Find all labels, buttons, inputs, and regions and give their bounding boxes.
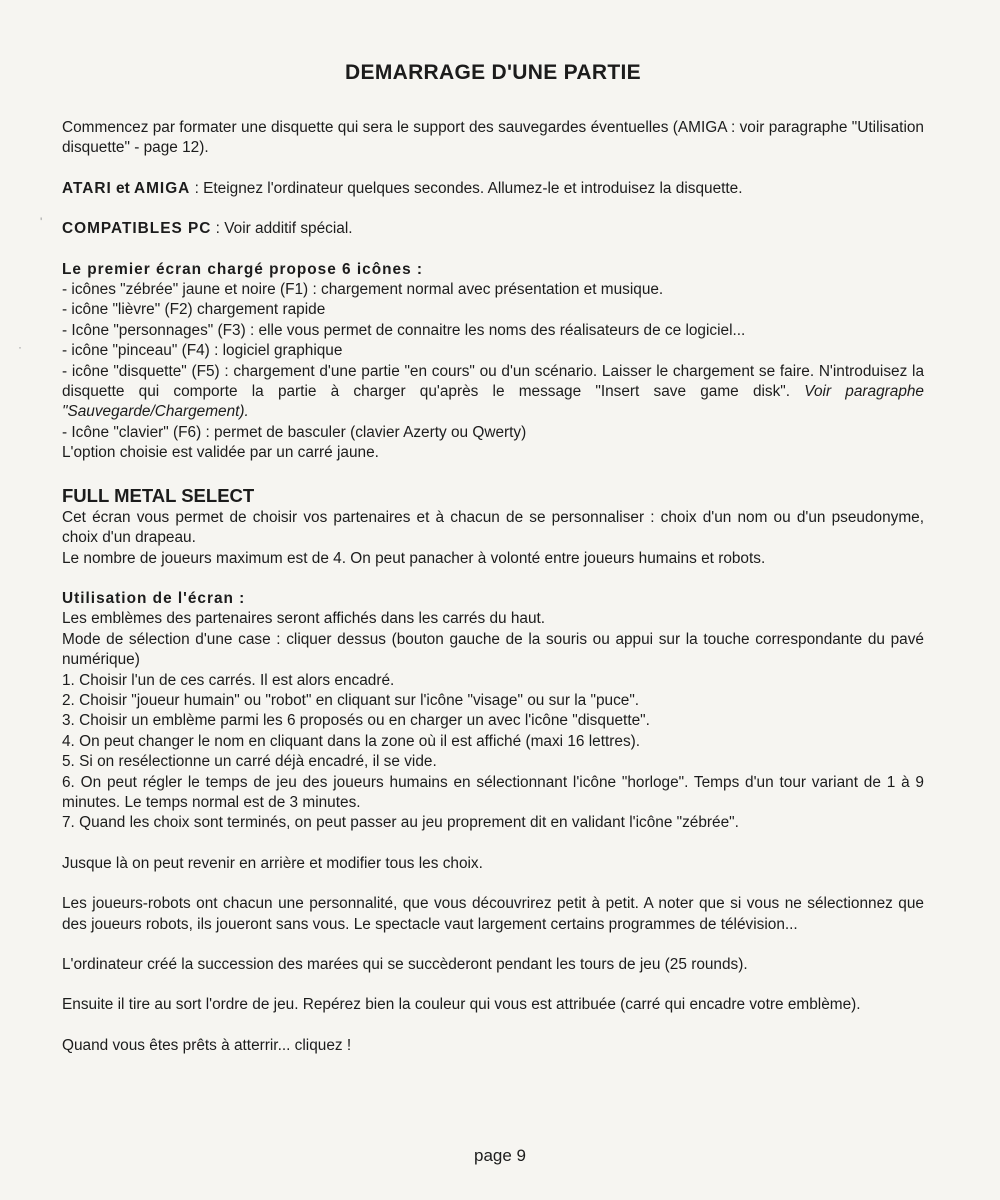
manual-page xyxy=(62,58,924,1056)
disk-item-text: - icône "disquette" (F5) : chargement d'une partie "en cours" ou d'un scénario. Laisser le chargement se faire. N'introduisez la disquette qui comporte la partie à charger qu'après le message "Insert save game disk". xyxy=(62,362,924,401)
atari-and-label: et xyxy=(116,179,130,197)
disk-item-reference: Voir paragraphe "Sauvegarde/Chargement). xyxy=(62,383,924,421)
usage-step-4: 4. On peut changer le nom en cliquant dans la zone où il est affiché (maxi 16 lettres). xyxy=(62,732,641,750)
icon-item-zebree: - icônes "zébrée" jaune et noire (F1) : chargement normal avec présentation et musique. xyxy=(62,281,664,299)
usage-line: Mode de sélection d'une case : cliquer dessus (bouton gauche de la souris ou appui sur la touche correspondante du pavé numérique) xyxy=(62,630,924,669)
usage-step-5: 5. Si on resélectionne un carré déjà encadré, il se vide. xyxy=(62,753,437,771)
closing-paragraph-5: Quand vous êtes prêts à atterrir... cliquez ! xyxy=(62,1036,352,1054)
fms-paragraph-2: Le nombre de joueurs maximum est de 4. On peut panacher à volonté entre joueurs humains et robots. xyxy=(62,549,766,567)
intro-paragraph: Commencez par formater une disquette qui sera le support des sauvegardes éventuelles (AMIGA : voir paragraphe "Utilisation disquette" - page 12). xyxy=(62,119,924,157)
fms-paragraph-1: Cet écran vous permet de choisir vos partenaires et à chacun de se personnaliser : choix d'un nom ou d'un pseudonyme, choix d'un drapeau. xyxy=(62,508,924,547)
validation-note: L'option choisie est validée par un carré jaune. xyxy=(62,444,379,462)
usage-step-7: 7. Quand les choix sont terminés, on peut passer au jeu proprement dit en validant l'icône "zébrée". xyxy=(62,814,739,832)
usage-line: Les emblèmes des partenaires seront affichés dans les carrés du haut. xyxy=(62,610,546,628)
pc-text: : Voir additif spécial. xyxy=(211,220,353,238)
usage-step-1: 1. Choisir l'un de ces carrés. Il est alors encadré. xyxy=(62,671,395,689)
usage-step-2: 2. Choisir "joueur humain" ou "robot" en cliquant sur l'icône "visage" ou sur la "puce". xyxy=(62,691,640,709)
pc-label: COMPATIBLES PC xyxy=(62,220,212,238)
icons-heading: Le premier écran chargé propose 6 icônes : xyxy=(62,260,424,278)
icon-item-lievre: - icône "lièvre" (F2) chargement rapide xyxy=(62,301,326,319)
icon-item-personnages: - Icône "personnages" (F3) : elle vous permet de connaitre les noms des réalisateurs de ce logiciel... xyxy=(62,321,746,339)
pc-paragraph xyxy=(62,219,924,239)
atari-amiga-text: : Eteignez l'ordinateur quelques secondes. Allumez-le et introduisez la disquette. xyxy=(190,179,743,197)
fms-heading: FULL METAL SELECT xyxy=(62,484,255,506)
atari-label: ATARI xyxy=(62,179,112,197)
page-title: DEMARRAGE D'UNE PARTIE xyxy=(345,61,641,84)
amiga-label: AMIGA xyxy=(134,179,191,197)
atari-amiga-paragraph xyxy=(62,179,924,199)
closing-paragraph-4: Ensuite il tire au sort l'ordre de jeu. Repérez bien la couleur qui vous est attribuée (carré qui encadre votre emblème). xyxy=(62,996,861,1014)
scan-speck: ' xyxy=(40,215,43,229)
usage-heading: Utilisation de l'écran : xyxy=(62,589,246,607)
usage-step-6: 6. On peut régler le temps de jeu des joueurs humains en sélectionnant l'icône "horloge". Temps d'un tour variant de 1 à 9 minutes. Le temps normal est de 3 minutes. xyxy=(62,773,924,811)
icon-item-disquette xyxy=(62,362,924,423)
closing-paragraph-1: Jusque là on peut revenir en arrière et modifier tous les choix. xyxy=(62,854,483,872)
icon-item-pinceau: - icône "pinceau" (F4) : logiciel graphique xyxy=(62,342,343,360)
page-number: page 9 xyxy=(474,1146,526,1165)
icon-item-clavier: - Icône "clavier" (F6) : permet de basculer (clavier Azerty ou Qwerty) xyxy=(62,423,527,441)
closing-paragraph-2: Les joueurs-robots ont chacun une personnalité, que vous découvrirez petit à petit. A noter que si vous ne sélectionnez que des joueurs robots, ils joueront sans vous. Le spectacle vaut largement certains programmes de télévision... xyxy=(62,895,924,933)
scan-speck: · xyxy=(18,340,22,354)
closing-paragraph-3: L'ordinateur créé la succession des marées qui se succèderont pendant les tours de jeu (25 rounds). xyxy=(62,956,748,973)
usage-step-3: 3. Choisir un emblème parmi les 6 proposés ou en charger un avec l'icône "disquette". xyxy=(62,712,650,730)
